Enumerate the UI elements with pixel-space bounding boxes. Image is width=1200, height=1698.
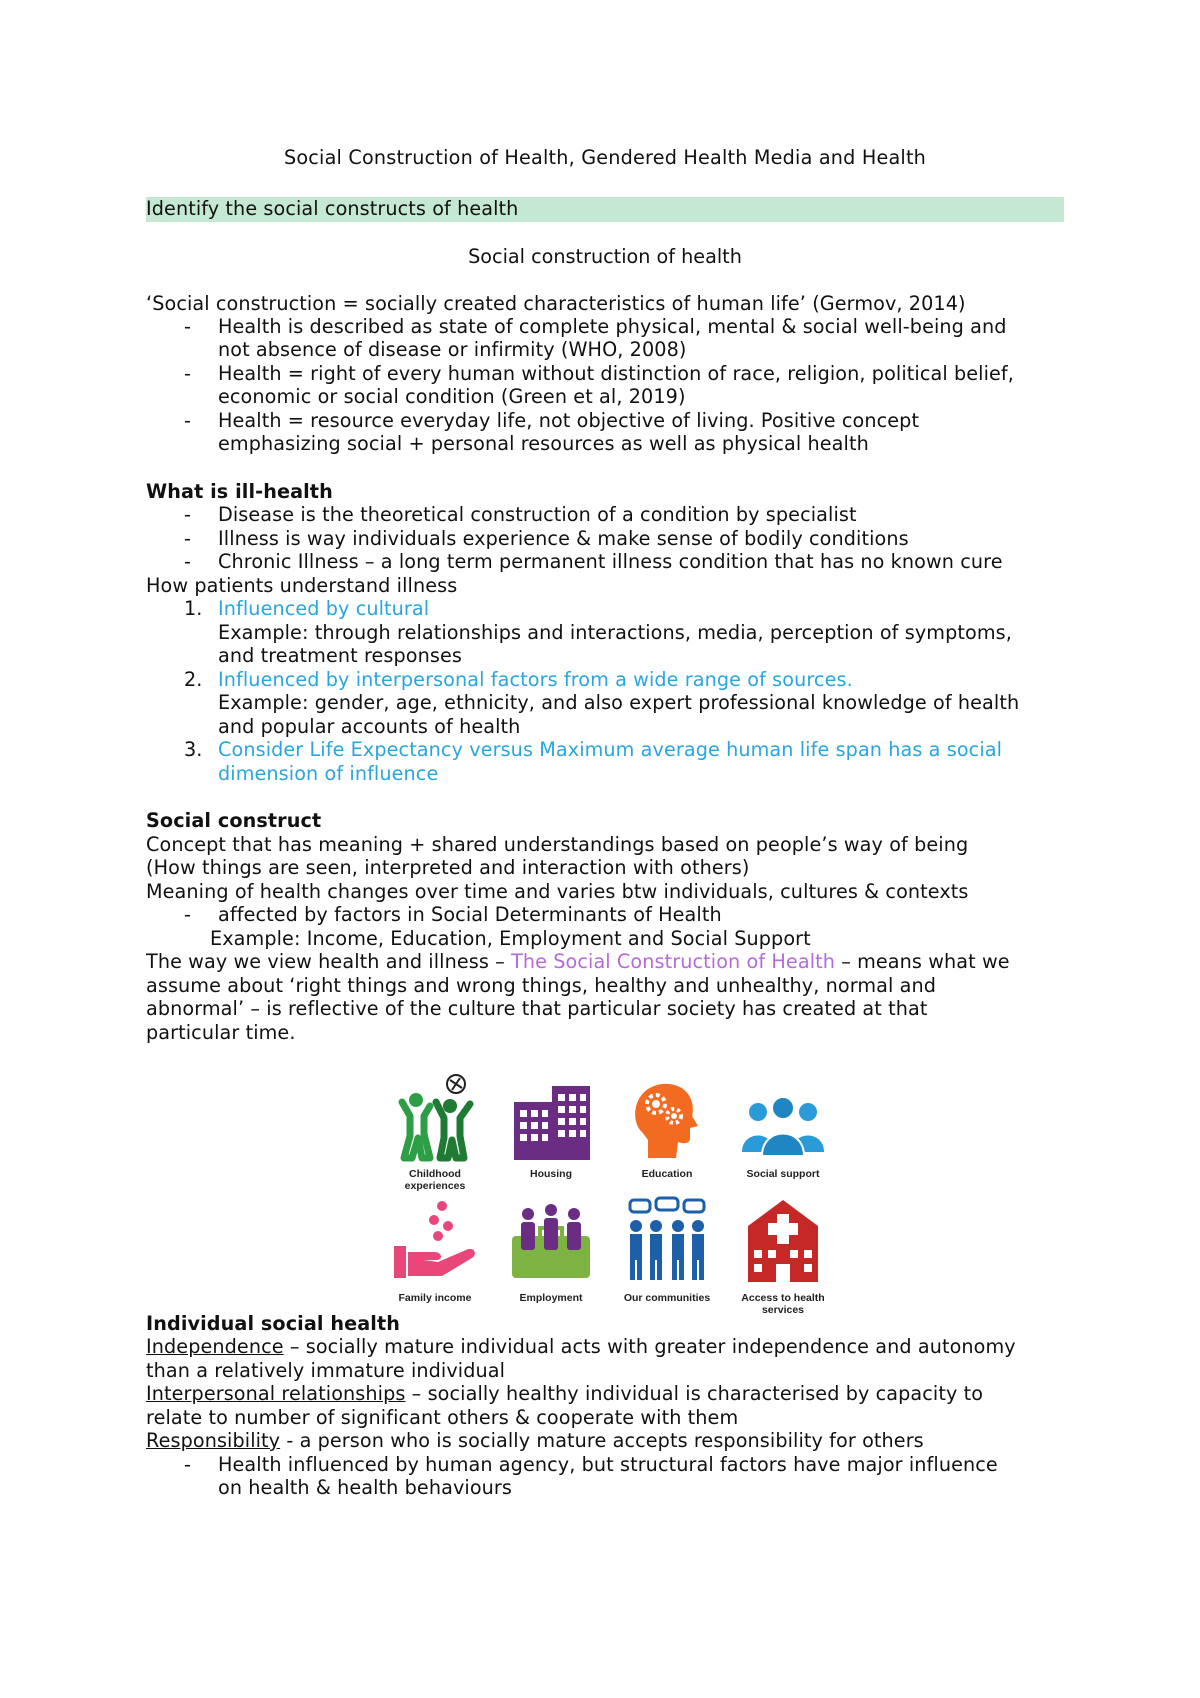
paragraph-line: Concept that has meaning + shared understandings based on people’s way of being [146,833,969,856]
list-item-example: and treatment responses [218,644,462,667]
tile-education [612,1072,722,1190]
paragraph-line [146,1429,924,1453]
bullet-text: on health & health behaviours [218,1476,513,1499]
tile-label [728,1292,838,1316]
bullet-text: Health is described as state of complete physical, mental & social well-being and [218,315,1007,338]
term-independence: Independence [146,1335,284,1358]
label-line: experiences [404,1180,466,1192]
bullet-text: economic or social condition (Green et al, 2019) [218,385,686,408]
bullet-dash: - [184,362,192,385]
paragraph-line: particular time. [146,1021,296,1044]
tile-social-support [728,1072,838,1190]
list-number: 3. [184,738,203,761]
head-gears-icon [622,1072,712,1162]
label-line: Childhood [409,1168,461,1180]
paragraph-line [146,1382,983,1406]
bullet-dash: - [184,503,192,526]
definition-quote: ‘Social construction = socially created characteristics of human life’ (Germov, 2014) [146,292,966,315]
paragraph-line: abnormal’ – is reflective of the culture that particular society has created at that [146,997,928,1020]
bullet-text: Health = resource everyday life, not objective of living. Positive concept [218,409,920,432]
tile-health-services [728,1196,838,1314]
tile-label: Family income [398,1292,472,1304]
label-line: Access to health [741,1292,825,1304]
bullet-dash: - [184,903,192,926]
highlighted-heading: Identify the social constructs of health [146,197,519,220]
bullet-text: Disease is the theoretical construction of a condition by specialist [218,503,857,526]
list-item-title: Consider Life Expectancy versus Maximum average human life span has a social [218,738,1003,761]
subheading-individual-social-health: Individual social health [146,1312,400,1335]
subheading-social-construct: Social construct [146,809,322,832]
social-determinants-infographic [380,1072,840,1316]
list-item-title: Influenced by interpersonal factors from a wide range of sources. [218,668,853,691]
term-responsibility: Responsibility [146,1429,281,1452]
bullet-dash: - [184,315,192,338]
text-segment: The way we view health and illness – [146,950,512,973]
paragraph-line: (How things are seen, interpreted and interaction with others) [146,856,750,879]
example-line: Example: Income, Education, Employment and Social Support [210,927,811,950]
list-number: 2. [184,668,203,691]
bullet-dash: - [184,1453,192,1476]
hospital-icon [738,1196,828,1286]
highlighted-term: The Social Construction of Health [511,950,836,973]
list-item-example: Example: through relationships and interactions, media, perception of symptoms, [218,621,1012,644]
bullet-text: Health = right of every human without distinction of race, religion, political belief, [218,362,1014,385]
tile-employment [496,1196,606,1314]
tile-label: Our communities [623,1292,711,1304]
tile-label [380,1168,490,1192]
bullet-dash: - [184,550,192,573]
list-item-example: Example: gender, age, ethnicity, and also expert professional knowledge of health [218,691,1020,714]
subheading-ill-health: What is ill-health [146,480,333,503]
bullet-text: Illness is way individuals experience & make sense of bodily conditions [218,527,909,550]
bullet-text: affected by factors in Social Determinants of Health [218,903,722,926]
paragraph-line: than a relatively immature individual [146,1359,506,1382]
term-interpersonal: Interpersonal relationships [146,1382,406,1405]
paragraph-line [146,1335,1016,1359]
text-segment: – socially healthy individual is characterised by capacity to [405,1382,984,1405]
people-group-icon [738,1072,828,1162]
paragraph-line [146,950,1010,974]
children-playing-icon [390,1072,480,1162]
paragraph-line: Meaning of health changes over time and varies btw individuals, cultures & contexts [146,880,969,903]
tile-childhood [380,1072,490,1190]
text-segment: – means what we [835,950,1010,973]
paragraph-line: relate to number of significant others & cooperate with them [146,1406,739,1429]
list-item-example: and popular accounts of health [218,715,521,738]
bullet-dash: - [184,527,192,550]
section-heading: Social construction of health [468,245,742,268]
tile-communities [612,1196,722,1314]
tile-family-income [380,1196,490,1314]
bullet-text: Chronic Illness – a long term permanent illness condition that has no known cure [218,550,1003,573]
text-segment: – socially mature individual acts with greater independence and autonomy [283,1335,1016,1358]
label-line: services [761,1304,805,1316]
list-item-title: dimension of influence [218,762,439,785]
tile-label: Education [641,1168,693,1180]
tile-label: Employment [519,1292,583,1304]
community-icon [622,1196,712,1286]
document-title: Social Construction of Health, Gendered Health Media and Health [283,146,927,169]
tile-label: Social support [746,1168,820,1180]
list-number: 1. [184,597,203,620]
tile-label: Housing [530,1168,572,1180]
text-segment: - a person who is socially mature accepts responsibility for others [280,1429,924,1452]
bullet-text: Health influenced by human agency, but structural factors have major influence [218,1453,998,1476]
list-item-title: Influenced by cultural [218,597,430,620]
paragraph-line: assume about ‘right things and wrong things, healthy and unhealthy, normal and [146,974,937,997]
hand-coins-icon [390,1196,480,1286]
bullet-text: emphasizing social + personal resources as well as physical health [218,432,869,455]
building-icon [506,1072,596,1162]
patients-heading: How patients understand illness [146,574,458,597]
bullet-text: not absence of disease or infirmity (WHO, 2008) [218,338,687,361]
tile-housing [496,1072,606,1190]
bullet-dash: - [184,409,192,432]
workers-icon [506,1196,596,1286]
